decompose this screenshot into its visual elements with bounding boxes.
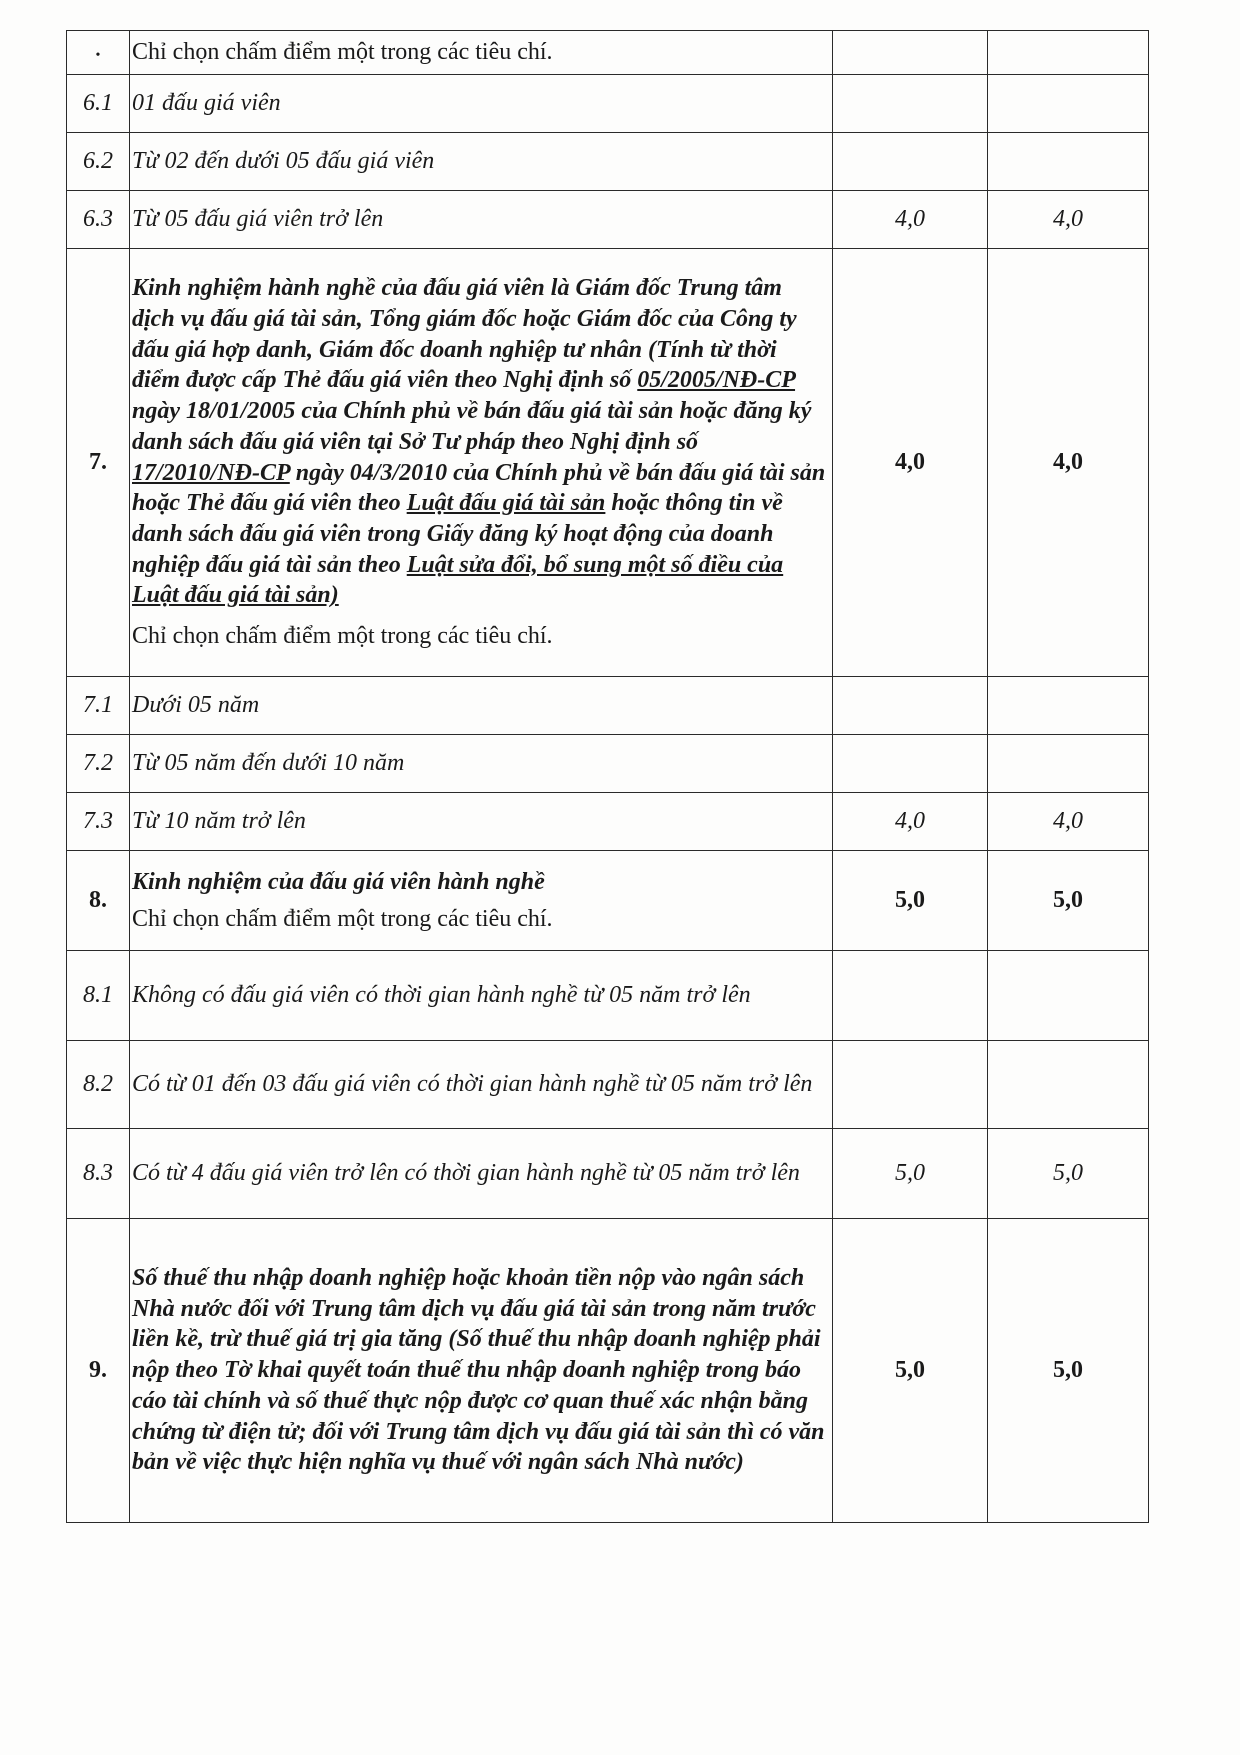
score-cell [833, 31, 988, 75]
row-number: 8.1 [67, 951, 130, 1041]
table-row [67, 851, 1149, 951]
row-number [67, 31, 130, 75]
score-cell: 4,0 [833, 793, 988, 851]
row-description: Từ 05 năm đến dưới 10 năm [130, 735, 833, 793]
bullet: • [95, 48, 101, 63]
row-description: Từ 10 năm trở lên [130, 793, 833, 851]
table-row [67, 735, 1149, 793]
row-number: 6.3 [67, 191, 130, 249]
reference-link-text: Luật đấu giá tài sản [406, 490, 606, 517]
score-cell [833, 677, 988, 735]
score-cell-2: 4,0 [988, 191, 1149, 249]
table-row [67, 1041, 1149, 1129]
score-cell [833, 133, 988, 191]
row-description: Chỉ chọn chấm điểm một trong các tiêu chí. [130, 31, 833, 75]
score-cell: 5,0 [833, 1129, 988, 1219]
score-cell-2 [988, 677, 1149, 735]
score-cell-2 [988, 735, 1149, 793]
row-number: 9. [67, 1219, 130, 1523]
row-description: Số thuế thu nhập doanh nghiệp hoặc khoản tiền nộp vào ngân sách Nhà nước đối với Trung tâm dịch vụ đấu giá tài sản trong năm trước liền kề, trừ thuế giá trị gia tăng (Số thuế thu nhập doanh nghiệp phải nộp theo Tờ khai quyết toán thuế thu nhập doanh nghiệp trong báo cáo tài chính và số thuế thực nộp được cơ quan thuế xác nhận bằng chứng từ điện tử; đối với Trung tâm dịch vụ đấu giá tài sản thì có văn bản về việc thực hiện nghĩa vụ thuế với ngân sách Nhà nước) [130, 1219, 833, 1523]
criterion-note: Chỉ chọn chấm điểm một trong các tiêu chí. [132, 905, 553, 932]
reference-link-text: 17/2010/NĐ-CP [132, 459, 290, 486]
score-cell: 4,0 [833, 249, 988, 677]
score-cell-2: 5,0 [988, 1219, 1149, 1523]
row-number: 6.2 [67, 133, 130, 191]
reference-link-text: 05/2005/NĐ-CP [637, 367, 796, 394]
score-cell: 5,0 [833, 851, 988, 951]
score-cell [833, 951, 988, 1041]
score-cell-2 [988, 75, 1149, 133]
reference-link-text: Luật sửa đổi, bổ sung một số điều của Luật đấu giá tài sản) [132, 551, 784, 609]
score-cell: 4,0 [833, 191, 988, 249]
table-row [67, 133, 1149, 191]
row-number: 7.2 [67, 735, 130, 793]
row-number: 7. [67, 249, 130, 677]
row-description [130, 249, 833, 677]
table-row [67, 191, 1149, 249]
score-cell [833, 75, 988, 133]
table-row [67, 1129, 1149, 1219]
row-description [130, 851, 833, 951]
row-number: 8.2 [67, 1041, 130, 1129]
score-cell [833, 1041, 988, 1129]
criterion-text: Kinh nghiệm hành nghề của đấu giá viên là Giám đốc Trung tâm dịch vụ đấu giá tài sản, Tổng giám đốc hoặc Giám đốc của Công ty đấu giá hợp danh, Giám đốc doanh nghiệp tư nhân (Tính từ thời điểm được cấp Thẻ đấu giá viên theo Nghị định số 05/2005/NĐ-CP ngày 18/01/2005 của Chính phủ về bán đấu giá tài sản hoặc đăng ký danh sách đấu giá viên tại Sở Tư pháp theo Nghị định số 17/2010/NĐ-CP ngày 04/3/2010 của Chính phủ về bán đấu giá tài sản hoặc Thẻ đấu giá viên theo Luật đấu giá tài sản hoặc thông tin về danh sách đấu giá viên trong Giấy đăng ký hoạt động của doanh nghiệp đấu giá tài sản theo Luật sửa đổi, bổ sung một số điều của Luật đấu giá tài sản) [132, 275, 826, 609]
row-number: 7.1 [67, 677, 130, 735]
table-row [67, 1219, 1149, 1523]
row-description: 01 đấu giá viên [130, 75, 833, 133]
table-row [67, 793, 1149, 851]
score-cell-2: 5,0 [988, 851, 1149, 951]
score-cell: 5,0 [833, 1219, 988, 1523]
row-number: 8.3 [67, 1129, 130, 1219]
score-cell [833, 735, 988, 793]
score-cell-2: 5,0 [988, 1129, 1149, 1219]
row-description: Từ 05 đấu giá viên trở lên [130, 191, 833, 249]
table-row [67, 31, 1149, 75]
score-cell-2: 4,0 [988, 249, 1149, 677]
row-number: 6.1 [67, 75, 130, 133]
row-description: Không có đấu giá viên có thời gian hành nghề từ 05 năm trở lên [130, 951, 833, 1041]
row-description: Từ 02 đến dưới 05 đấu giá viên [130, 133, 833, 191]
row-description: Có từ 01 đến 03 đấu giá viên có thời gian hành nghề từ 05 năm trở lên [130, 1041, 833, 1129]
criteria-table [66, 30, 1149, 1523]
table-row [67, 951, 1149, 1041]
criterion-note: Chỉ chọn chấm điểm một trong các tiêu chí. [132, 623, 553, 650]
row-description: Dưới 05 năm [130, 677, 833, 735]
score-cell-2 [988, 133, 1149, 191]
table-row [67, 677, 1149, 735]
score-cell-2 [988, 31, 1149, 75]
table-row [67, 75, 1149, 133]
score-cell-2 [988, 1041, 1149, 1129]
score-cell-2: 4,0 [988, 793, 1149, 851]
row-description: Có từ 4 đấu giá viên trở lên có thời gian hành nghề từ 05 năm trở lên [130, 1129, 833, 1219]
score-cell-2 [988, 951, 1149, 1041]
criterion-title: Kinh nghiệm của đấu giá viên hành nghề [132, 868, 545, 895]
row-number: 8. [67, 851, 130, 951]
table-row [67, 249, 1149, 677]
row-number: 7.3 [67, 793, 130, 851]
